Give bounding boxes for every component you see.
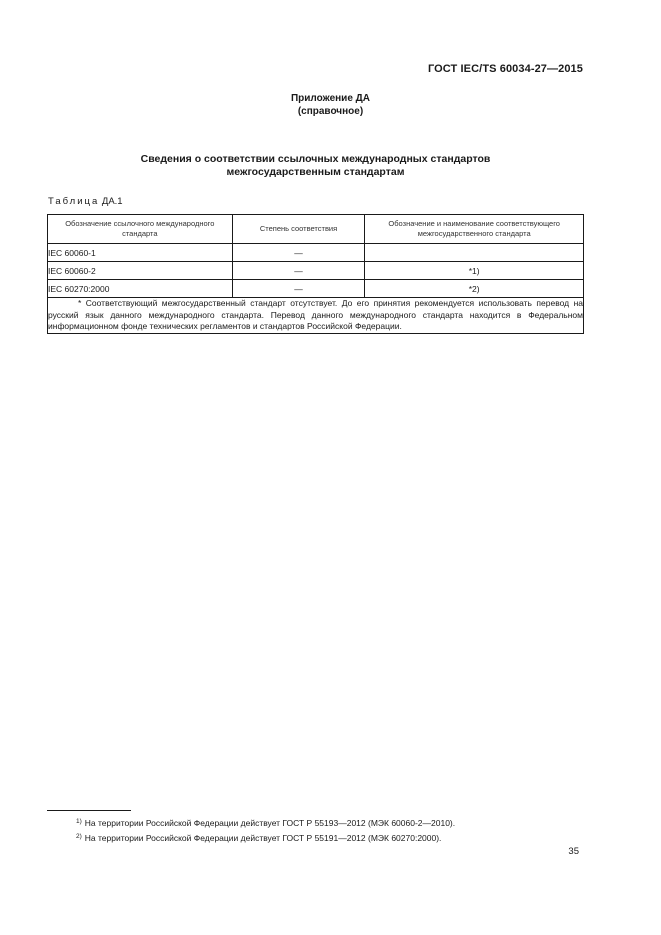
cell-ref: *2) [365,280,584,298]
table-caption-word: Таблица [48,196,100,207]
cell-standard: IEC 60060-1 [48,244,233,262]
table-caption-id: ДА.1 [101,196,123,207]
cell-degree: — [232,244,365,262]
section-title [0,153,631,179]
footnotes [76,815,455,845]
table-note [48,298,584,334]
cell-ref [365,244,584,262]
table-row [48,262,584,280]
cell-ref: *1) [365,262,584,280]
cell-standard: IEC 60270:2000 [48,280,233,298]
correspondence-table [47,214,584,334]
header-international-standard: Обозначение ссылочного международного стандарта [48,215,233,244]
appendix-heading [0,92,661,118]
footnote-mark: 1) [76,818,82,825]
cell-degree: — [232,280,365,298]
footnote-item [76,815,455,830]
document-code: ГОСТ IEC/TS 60034-27—2015 [427,63,583,75]
table-header-row [48,215,584,244]
footnote-mark: 2) [76,833,82,840]
table-caption [48,196,123,207]
footnote-divider [47,810,131,811]
table-note-row [48,298,584,334]
cell-degree: — [232,262,365,280]
header-interstate-standard: Обозначение и наименование соответствующего межгосударственного стандарта [365,215,584,244]
section-title-line1: Сведения о соответствии ссылочных международных стандартов [140,153,491,165]
appendix-subtitle: (справочное) [297,106,364,117]
appendix-title: Приложение ДА [290,93,371,104]
table-row [48,244,584,262]
header-degree: Степень соответствия [232,215,365,244]
section-title-line2: межгосударственным стандартам [226,166,405,178]
footnote-text: На территории Российской Федерации действует ГОСТ Р 55193—2012 (МЭК 60060-2—2010). [84,818,456,828]
page-number: 35 [568,846,579,857]
footnote-text: На территории Российской Федерации действует ГОСТ Р 55191—2012 (МЭК 60270:2000). [84,833,442,843]
footnote-item [76,830,455,845]
table-note-text: * Соответствующий межгосударственный стандарт отсутствует. До его принятия рекомендуется использовать перевод на русский язык данного международного стандарта. Перевод данного международного стандарта находится в Федеральном информационном фонде технических регламентов и стандартов Российской Федерации. [48,298,583,331]
cell-standard: IEC 60060-2 [48,262,233,280]
table-row [48,280,584,298]
